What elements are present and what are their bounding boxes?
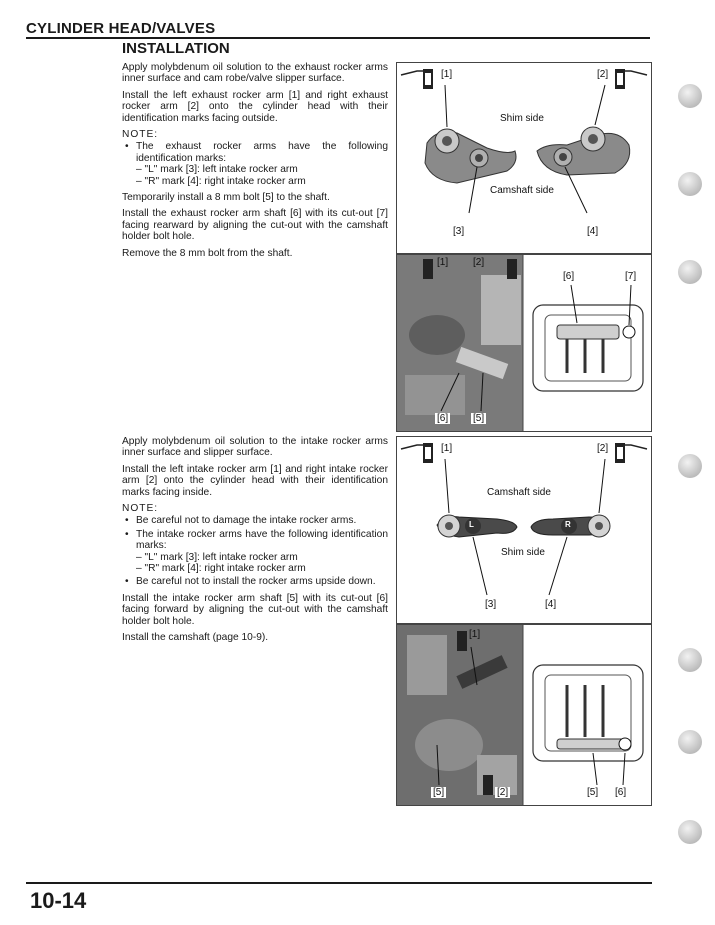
callout-5: [5] [587, 787, 599, 798]
mark-l-label: L [469, 520, 474, 529]
exhaust-step-1: Apply molybdenum oil solution to the exhaust rocker arms inner surface and cam robe/valve slipper surface. [122, 62, 388, 85]
cylinder-head-diagram [533, 305, 643, 391]
exhaust-step-2: Install the left exhaust rocker arm [1] and right exhaust rocker arm [2] onto the cylinder head with their identification marks facing outside. [122, 89, 388, 124]
exhaust-rocker-arms-figure [396, 62, 652, 254]
callout-1: [1] [441, 69, 453, 80]
intake-note-heading: NOTE: [122, 503, 159, 515]
intake-step-4: Install the camshaft (page 10-9). [122, 632, 269, 644]
intake-note-text: The intake rocker arms have the following identification marks: [136, 528, 388, 552]
callout-6: [6] [615, 787, 627, 798]
header-rule [26, 37, 650, 39]
intake-note-bullet-3: • Be careful not to install the rocker arms upside down. [122, 576, 388, 587]
intake-mark-r: – "R" mark [4]: right intake rocker arm [136, 563, 306, 575]
exhaust-rocker-arms-drawing [397, 63, 651, 253]
exhaust-step-3: Temporarily install a 8 mm bolt [5] to the shaft. [122, 192, 330, 204]
section-tab[interactable] [678, 84, 702, 108]
intake-note-bullet-2 [122, 529, 388, 575]
exhaust-step-5: Remove the 8 mm bolt from the shaft. [122, 247, 293, 259]
section-title: INSTALLATION [122, 40, 230, 57]
intake-shaft-drawing [397, 625, 651, 805]
cylinder-head-diagram [533, 665, 643, 761]
oil-can-icon [615, 443, 647, 463]
chapter-title: CYLINDER HEAD/VALVES [26, 20, 216, 37]
shim-side-label: Shim side [500, 113, 544, 124]
exhaust-mark-l: – "L" mark [3]: left intake rocker arm [136, 164, 298, 176]
camshaft-side-label: Camshaft side [487, 487, 551, 498]
section-tab[interactable] [678, 648, 702, 672]
callout-1: [1] [469, 629, 481, 640]
section-tab[interactable] [678, 730, 702, 754]
exhaust-instructions [122, 62, 388, 264]
callout-2: [2] [597, 69, 609, 80]
callout-6: [6] [563, 271, 575, 282]
exhaust-shaft-figure [396, 254, 652, 432]
shim-side-label: Shim side [501, 547, 545, 558]
callout-3: [3] [485, 599, 497, 610]
exhaust-note-text: The exhaust rocker arms have the following identification marks: [136, 141, 388, 164]
intake-instructions [122, 436, 388, 649]
callout-2: [2] [497, 787, 509, 798]
exhaust-note-bullet [122, 141, 388, 187]
intake-note-list [122, 515, 388, 587]
oil-can-icon [615, 69, 647, 89]
intake-note-bullet-1: • Be careful not to damage the intake rocker arms. [122, 515, 388, 526]
left-exhaust-rocker-arm [425, 129, 516, 183]
exhaust-step-4: Install the exhaust rocker arm shaft [6] with its cut-out [7] facing rearward by aligning the cut-out with the camshaft holder bolt hole. [122, 208, 388, 243]
section-tab[interactable] [678, 454, 702, 478]
right-exhaust-rocker-arm [537, 127, 630, 175]
intake-mark-l: – "L" mark [3]: left intake rocker arm [136, 551, 298, 563]
mark-r-label: R [565, 520, 571, 529]
callout-2: [2] [473, 257, 485, 268]
intake-step-1: Apply molybdenum oil solution to the intake rocker arms inner surface and slipper surface. [122, 436, 388, 459]
camshaft-side-label: Camshaft side [490, 185, 554, 196]
exhaust-note-heading: NOTE: [122, 129, 159, 141]
oil-can-icon [401, 443, 433, 463]
section-tab[interactable] [678, 260, 702, 284]
callout-3: [3] [453, 226, 465, 237]
exhaust-mark-r: – "R" mark [4]: right intake rocker arm [136, 175, 306, 187]
left-intake-rocker-arm [437, 515, 517, 537]
exhaust-note-list [122, 141, 388, 187]
callout-5: [5] [433, 787, 445, 798]
callout-7: [7] [625, 271, 637, 282]
callout-6: [6] [437, 413, 449, 424]
callout-5: [5] [473, 413, 485, 424]
callout-1: [1] [441, 443, 453, 454]
exhaust-shaft-drawing [397, 255, 651, 431]
callout-4: [4] [545, 599, 557, 610]
oil-can-icon [401, 69, 433, 89]
callout-4: [4] [587, 226, 599, 237]
intake-rocker-arms-figure [396, 436, 652, 624]
intake-step-2: Install the left intake rocker arm [1] and right intake rocker arm [2] onto the cylinder head with their identification marks facing inside. [122, 463, 388, 498]
section-tab[interactable] [678, 820, 702, 844]
callout-2: [2] [597, 443, 609, 454]
intake-step-3: Install the intake rocker arm shaft [5] with its cut-out [6] facing forward by aligning the cut-out with the camshaft holder bolt hole. [122, 592, 388, 627]
intake-shaft-figure [396, 624, 652, 806]
page-number: 10-14 [30, 888, 87, 913]
footer-rule [26, 882, 652, 884]
section-tab[interactable] [678, 172, 702, 196]
intake-rocker-arms-drawing [397, 437, 651, 623]
callout-1: [1] [437, 257, 449, 268]
